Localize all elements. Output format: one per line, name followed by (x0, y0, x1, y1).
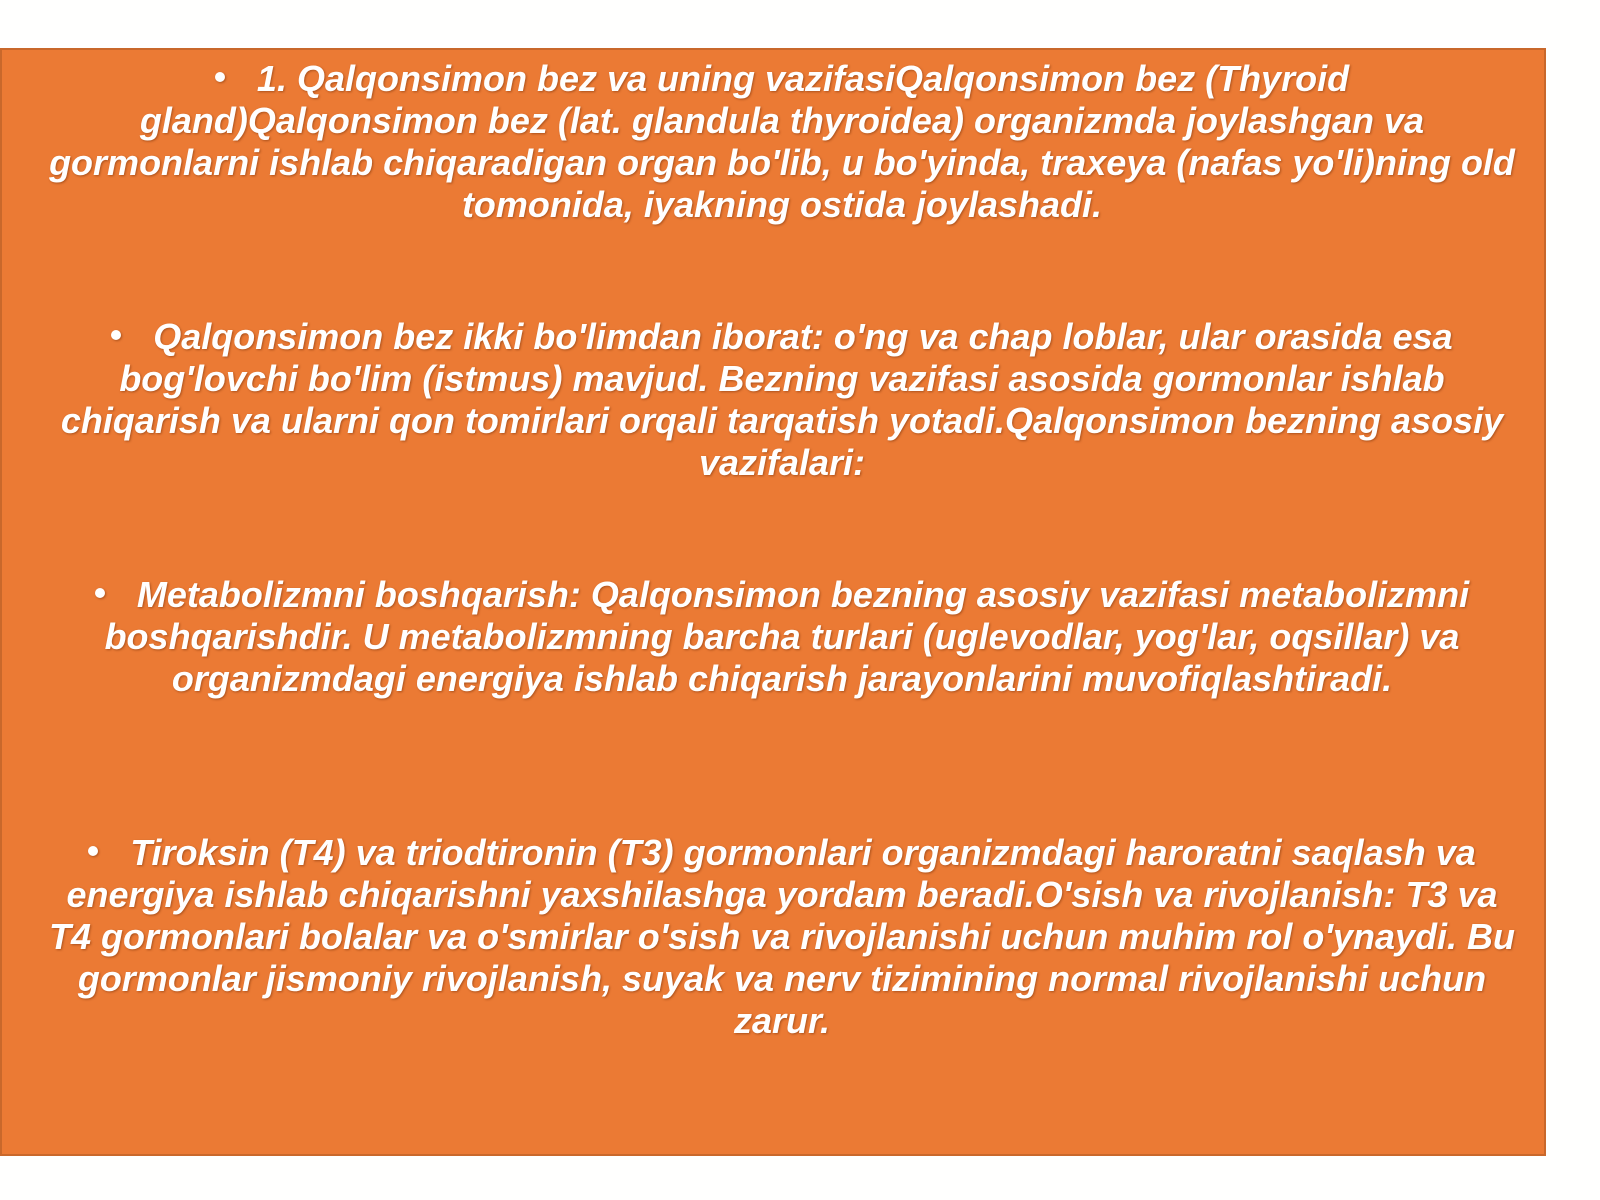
bullet-text: Qalqonsimon bez ikki bo'limdan iborat: o'ng va chap loblar, ular orasida esa bog'lovchi bo'lim (istmus) mavjud. Bezning vazifasi asosida gormonlar ishlab chiqarish va ularni qon tomirlari orqali tarqatish yotadi.Qalqonsimon bezning asosiy vazifalari: (60, 316, 1504, 483)
bullet-item-metabolism (42, 574, 1522, 700)
bullet-text: Metabolizmni boshqarish: Qalqonsimon bezning asosiy vazifasi metabolizmni boshqarishdir. U metabolizmning barcha turlari (uglevodlar, yog'lar, oqsillar) va organizmdagi energiya ishlab chiqarish jarayonlarini muvofiqlashtiradi. (104, 574, 1470, 699)
bullet-text: Tiroksin (T4) va triodtironin (T3) gormonlari organizmdagi haroratni saqlash va energiya ishlab chiqarishni yaxshilashga yordam beradi.O'sish va rivojlanish: T3 va T4 gormonlari bolalar va o'smirlar o'sish va rivojlanishi uchun muhim rol o'ynaydi. Bu gormonlar jismoniy rivojlanish, suyak va nerv tizimining normal rivojlanishi uchun zarur. (48, 832, 1515, 1041)
bullet-dot-icon (215, 72, 225, 82)
slide-panel (0, 48, 1546, 1156)
bullet-dot-icon (95, 588, 105, 598)
bullet-item-thyroid-structure (42, 316, 1522, 484)
bullet-dot-icon (111, 330, 121, 340)
bullet-dot-icon (88, 846, 98, 856)
bullet-item-hormones-growth (42, 832, 1522, 1042)
bullet-item-thyroid-intro (42, 58, 1522, 226)
bullet-text: 1. Qalqonsimon bez va uning vazifasiQalqonsimon bez (Thyroid gland)Qalqonsimon bez (lat. glandula thyroidea) organizmda joylashgan va gormonlarni ishlab chiqaradigan organ bo'lib, u bo'yinda, traxeya (nafas yo'li)ning old tomonida, iyakning ostida joylashadi. (49, 58, 1515, 225)
